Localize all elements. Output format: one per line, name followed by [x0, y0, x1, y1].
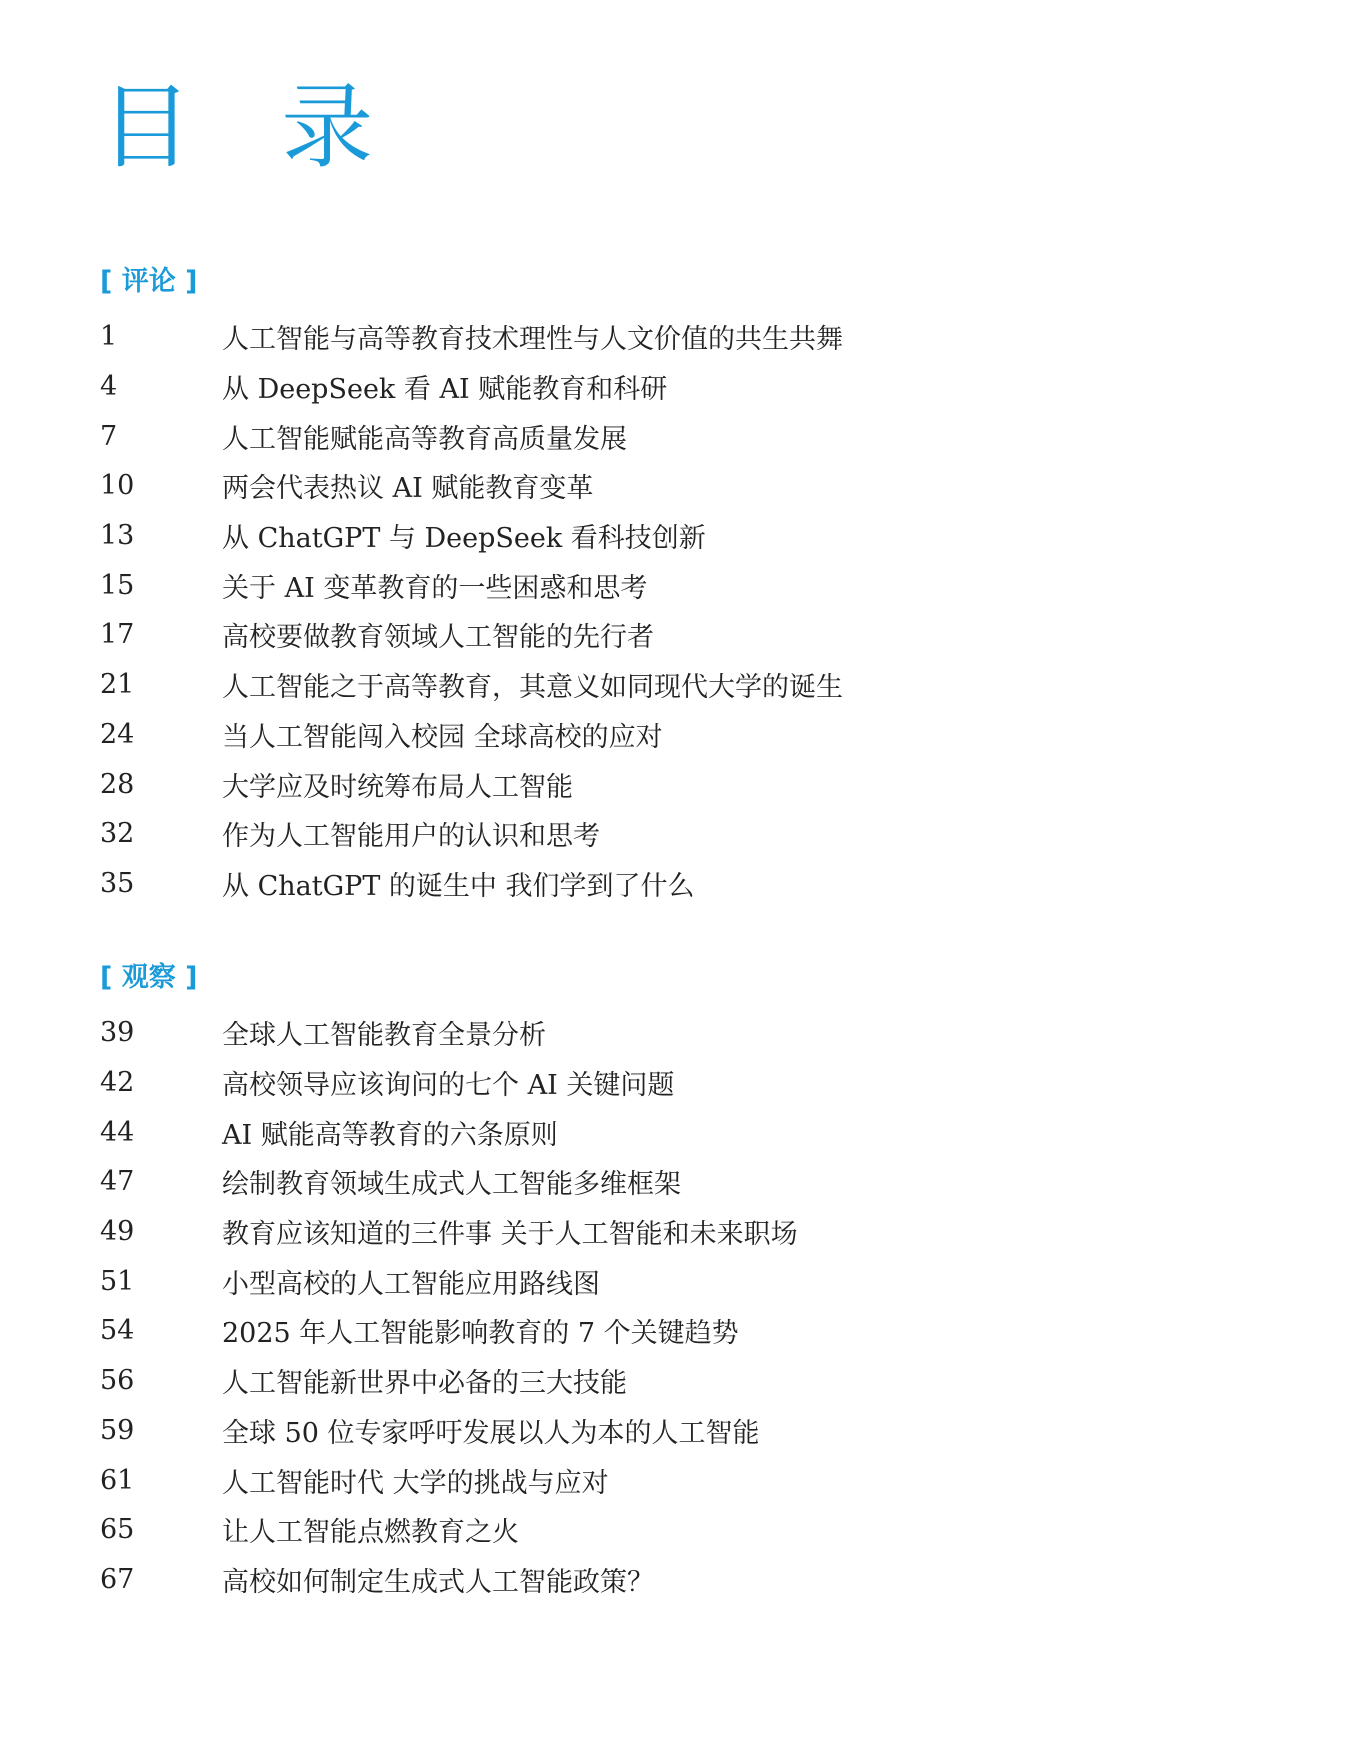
- toc-entry[interactable]: [100, 362, 1200, 412]
- toc-page-number: 65: [100, 1514, 135, 1546]
- toc-entry-title: 人工智能赋能高等教育高质量发展: [222, 423, 627, 455]
- section-heading: [ 评论 ]: [100, 266, 198, 297]
- toc-entry-title: 关于 AI 变革教育的一些困惑和思考: [222, 572, 648, 604]
- toc-entry[interactable]: [100, 1207, 1200, 1257]
- toc-entry-title: 让人工智能点燃教育之火: [222, 1517, 519, 1549]
- toc-page-number: 17: [100, 619, 135, 651]
- toc-entry[interactable]: [100, 859, 1200, 909]
- toc-page-number: 21: [100, 669, 135, 701]
- toc-entry[interactable]: [100, 660, 1200, 710]
- toc-page-number: 39: [100, 1017, 135, 1049]
- toc-page-number: 56: [100, 1365, 135, 1397]
- toc-page-number: 35: [100, 867, 135, 899]
- toc-entry[interactable]: [100, 1107, 1200, 1157]
- toc-entry[interactable]: [100, 411, 1200, 461]
- toc-entry[interactable]: [100, 1256, 1200, 1306]
- toc-entry-title: 全球 50 位专家呼吁发展以人为本的人工智能: [222, 1417, 760, 1449]
- toc-section-observe: [100, 958, 1200, 1604]
- page-title: 目 录: [100, 74, 404, 181]
- toc-entry[interactable]: [100, 1157, 1200, 1207]
- toc-entry-title: 当人工智能闯入校园 全球高校的应对: [222, 721, 663, 753]
- toc-entry-title: 从 ChatGPT 与 DeepSeek 看科技创新: [222, 523, 706, 555]
- toc-entry[interactable]: [100, 809, 1200, 859]
- toc-entry-title: 人工智能新世界中必备的三大技能: [222, 1368, 627, 1400]
- toc-page-number: 10: [100, 470, 135, 502]
- toc-entry-title: 两会代表热议 AI 赋能教育变革: [222, 473, 594, 505]
- toc-page-number: 44: [100, 1116, 135, 1148]
- toc-page-number: 67: [100, 1563, 135, 1595]
- toc-page-number: 54: [100, 1315, 135, 1347]
- toc-entry[interactable]: [100, 1058, 1200, 1108]
- toc-entry-title: AI 赋能高等教育的六条原则: [222, 1119, 558, 1151]
- toc-entry[interactable]: [100, 312, 1200, 362]
- toc-list: [100, 312, 1200, 908]
- toc-entry-title: 高校领导应该询问的七个 AI 关键问题: [222, 1070, 675, 1102]
- toc-entry[interactable]: [100, 1455, 1200, 1505]
- toc-entry-title: 作为人工智能用户的认识和思考: [222, 821, 600, 853]
- toc-entry[interactable]: [100, 1505, 1200, 1555]
- toc-entry[interactable]: [100, 1008, 1200, 1058]
- toc-page-number: 32: [100, 818, 135, 850]
- toc-entry-title: 高校如何制定生成式人工智能政策？: [222, 1566, 654, 1598]
- toc-entry-title: 大学应及时统筹布局人工智能: [222, 771, 573, 803]
- toc-entry[interactable]: [100, 759, 1200, 809]
- toc-entry[interactable]: [100, 560, 1200, 610]
- toc-page-number: 13: [100, 520, 135, 552]
- toc-page-number: 7: [100, 420, 118, 452]
- toc-page-number: 28: [100, 768, 135, 800]
- toc-entry-title: 全球人工智能教育全景分析: [222, 1020, 546, 1052]
- toc-page-number: 51: [100, 1265, 135, 1297]
- toc-page-number: 24: [100, 718, 135, 750]
- toc-page-number: 1: [100, 321, 118, 353]
- toc-entry-title: 绘制教育领域生成式人工智能多维框架: [222, 1169, 681, 1201]
- toc-page-number: 59: [100, 1414, 135, 1446]
- toc-entry[interactable]: [100, 1356, 1200, 1406]
- toc-list: [100, 1008, 1200, 1604]
- toc-entry[interactable]: [100, 1306, 1200, 1356]
- toc-page-number: 15: [100, 569, 135, 601]
- toc-entry-title: 从 DeepSeek 看 AI 赋能教育和科研: [222, 374, 668, 406]
- toc-entry-title: 教育应该知道的三件事 关于人工智能和未来职场: [222, 1219, 798, 1251]
- toc-entry-title: 高校要做教育领域人工智能的先行者: [222, 622, 654, 654]
- toc-page-number: 61: [100, 1464, 135, 1496]
- section-heading: [ 观察 ]: [100, 962, 198, 993]
- toc-entry[interactable]: [100, 610, 1200, 660]
- toc-entry-title: 小型高校的人工智能应用路线图: [222, 1268, 600, 1300]
- toc-entry-title: 从 ChatGPT 的诞生中 我们学到了什么: [222, 870, 695, 902]
- toc-page-number: 4: [100, 371, 118, 403]
- toc-entry[interactable]: [100, 710, 1200, 760]
- toc-entry[interactable]: [100, 1406, 1200, 1456]
- toc-page-number: 47: [100, 1166, 135, 1198]
- toc-page-number: 49: [100, 1216, 135, 1248]
- toc-entry-title: 2025 年人工智能影响教育的 7 个关键趋势: [222, 1318, 739, 1350]
- toc-entry-title: 人工智能时代 大学的挑战与应对: [222, 1467, 609, 1499]
- toc-page-number: 42: [100, 1067, 135, 1099]
- toc-entry[interactable]: [100, 511, 1200, 561]
- toc-entry-title: 人工智能之于高等教育，其意义如同现代大学的诞生: [222, 672, 843, 704]
- toc-entry[interactable]: [100, 1555, 1200, 1605]
- toc-entry-title: 人工智能与高等教育技术理性与人文价值的共生共舞: [222, 324, 843, 356]
- toc-entry[interactable]: [100, 461, 1200, 511]
- toc-section-comment: [100, 262, 1200, 908]
